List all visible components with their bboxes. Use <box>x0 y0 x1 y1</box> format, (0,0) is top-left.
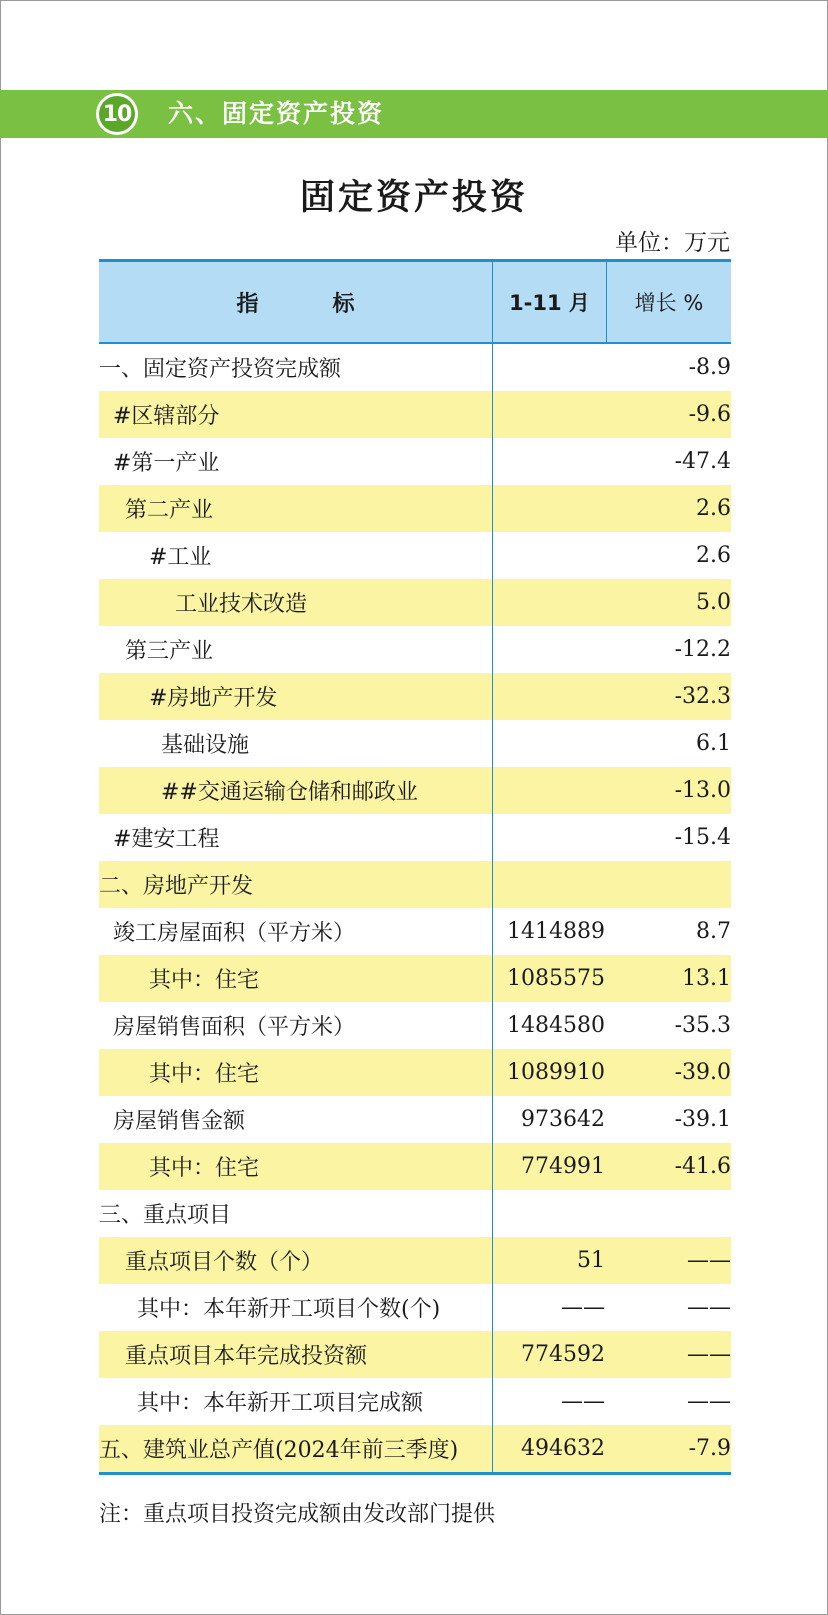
row-growth: 13.1 <box>682 966 731 991</box>
table-row <box>99 1284 731 1331</box>
row-growth <box>607 861 731 908</box>
row-label: 房屋销售面积（平方米） <box>99 1002 493 1049</box>
row-value <box>493 532 607 579</box>
page-title: 固定资产投资 <box>299 178 528 218</box>
table-row <box>99 344 731 391</box>
table-row <box>99 1237 731 1284</box>
row-label: 其中：住宅 <box>99 1049 493 1096</box>
table-row <box>99 485 731 532</box>
table-row <box>99 861 731 908</box>
row-value: 774592 <box>521 1342 605 1367</box>
row-label: 竣工房屋面积（平方米） <box>99 908 493 955</box>
table-row <box>99 673 731 720</box>
table-row <box>99 955 731 1002</box>
row-growth: -35.3 <box>674 1013 731 1038</box>
row-value <box>493 579 607 626</box>
row-growth: -39.1 <box>674 1107 731 1132</box>
section-number: 10 <box>99 96 135 132</box>
row-label: #房地产开发 <box>99 673 493 720</box>
row-value <box>493 814 607 861</box>
row-value <box>493 626 607 673</box>
row-growth: —— <box>687 1295 731 1320</box>
row-label: 其中：本年新开工项目个数(个) <box>99 1284 493 1331</box>
table-row <box>99 767 731 814</box>
table-row <box>99 579 731 626</box>
row-value: 51 <box>577 1248 605 1273</box>
row-value <box>493 720 607 767</box>
row-label: 重点项目本年完成投资额 <box>99 1331 493 1378</box>
row-value <box>493 1190 607 1237</box>
table-bottom-rule <box>99 1472 731 1475</box>
row-value: 1484580 <box>507 1013 605 1038</box>
row-value <box>493 673 607 720</box>
row-growth: 8.7 <box>696 919 731 944</box>
row-growth: 6.1 <box>696 731 731 756</box>
row-growth <box>607 1190 731 1237</box>
row-growth: 2.6 <box>696 543 731 568</box>
row-label: #区辖部分 <box>99 391 493 438</box>
header-growth: 增长 % <box>634 291 704 315</box>
row-label: 工业技术改造 <box>99 579 493 626</box>
row-value: 1085575 <box>507 966 605 991</box>
table-row <box>99 1331 731 1378</box>
row-label: 第二产业 <box>99 485 493 532</box>
table-row <box>99 1002 731 1049</box>
data-table <box>99 259 731 1475</box>
row-label: 二、房地产开发 <box>99 861 493 908</box>
table-row <box>99 1143 731 1190</box>
row-label: 基础设施 <box>99 720 493 767</box>
table-row <box>99 814 731 861</box>
row-value: 494632 <box>521 1436 605 1461</box>
row-growth: —— <box>687 1248 731 1273</box>
row-label: 其中：本年新开工项目完成额 <box>99 1378 493 1425</box>
row-label: #建安工程 <box>99 814 493 861</box>
row-label: #第一产业 <box>99 438 493 485</box>
row-value: 1414889 <box>507 919 605 944</box>
row-growth: -7.9 <box>688 1436 731 1461</box>
row-value: 1089910 <box>507 1060 605 1085</box>
header-indicator: 指 标 <box>99 262 493 342</box>
row-growth: -47.4 <box>674 449 731 474</box>
row-label: 五、建筑业总产值(2024年前三季度) <box>99 1425 493 1472</box>
row-value: 774991 <box>521 1154 605 1179</box>
row-value <box>493 344 607 391</box>
row-value: —— <box>561 1389 605 1414</box>
row-value <box>493 861 607 908</box>
row-growth: -39.0 <box>674 1060 731 1085</box>
row-label: 重点项目个数（个） <box>99 1237 493 1284</box>
table-row <box>99 391 731 438</box>
table-body <box>99 344 731 1472</box>
section-title: 六、固定资产投资 <box>168 99 385 128</box>
table-row <box>99 626 731 673</box>
row-growth: -41.6 <box>674 1154 731 1179</box>
row-growth: 2.6 <box>696 496 731 521</box>
row-growth: -15.4 <box>674 825 731 850</box>
row-growth: —— <box>687 1389 731 1414</box>
row-label: 一、固定资产投资完成额 <box>99 344 493 391</box>
row-value <box>493 767 607 814</box>
header-period: 1-11 月 <box>493 262 607 342</box>
row-value: —— <box>561 1295 605 1320</box>
table-row <box>99 1049 731 1096</box>
table-row <box>99 908 731 955</box>
footnote: 注：重点项目投资完成额由发改部门提供 <box>99 1502 496 1527</box>
row-growth: —— <box>687 1342 731 1367</box>
table-header <box>99 259 731 344</box>
row-growth: -8.9 <box>688 355 731 380</box>
table-row <box>99 1190 731 1237</box>
row-growth: -13.0 <box>674 778 731 803</box>
table-row <box>99 1425 731 1472</box>
row-label: ##交通运输仓储和邮政业 <box>99 767 493 814</box>
row-label: 三、重点项目 <box>99 1190 493 1237</box>
row-value <box>493 485 607 532</box>
row-growth: 5.0 <box>696 590 731 615</box>
row-label: 其中：住宅 <box>99 1143 493 1190</box>
row-label: #工业 <box>99 532 493 579</box>
row-value <box>493 438 607 485</box>
table-row <box>99 532 731 579</box>
table-row <box>99 1096 731 1143</box>
table-row <box>99 1378 731 1425</box>
row-value: 973642 <box>521 1107 605 1132</box>
row-label: 其中：住宅 <box>99 955 493 1002</box>
table-row <box>99 720 731 767</box>
row-label: 第三产业 <box>99 626 493 673</box>
row-growth: -9.6 <box>688 402 731 427</box>
row-growth: -12.2 <box>674 637 731 662</box>
row-label: 房屋销售金额 <box>99 1096 493 1143</box>
row-growth: -32.3 <box>674 684 731 709</box>
unit-label: 单位：万元 <box>615 230 730 256</box>
table-row <box>99 438 731 485</box>
section-number-badge <box>96 93 138 135</box>
row-value <box>493 391 607 438</box>
